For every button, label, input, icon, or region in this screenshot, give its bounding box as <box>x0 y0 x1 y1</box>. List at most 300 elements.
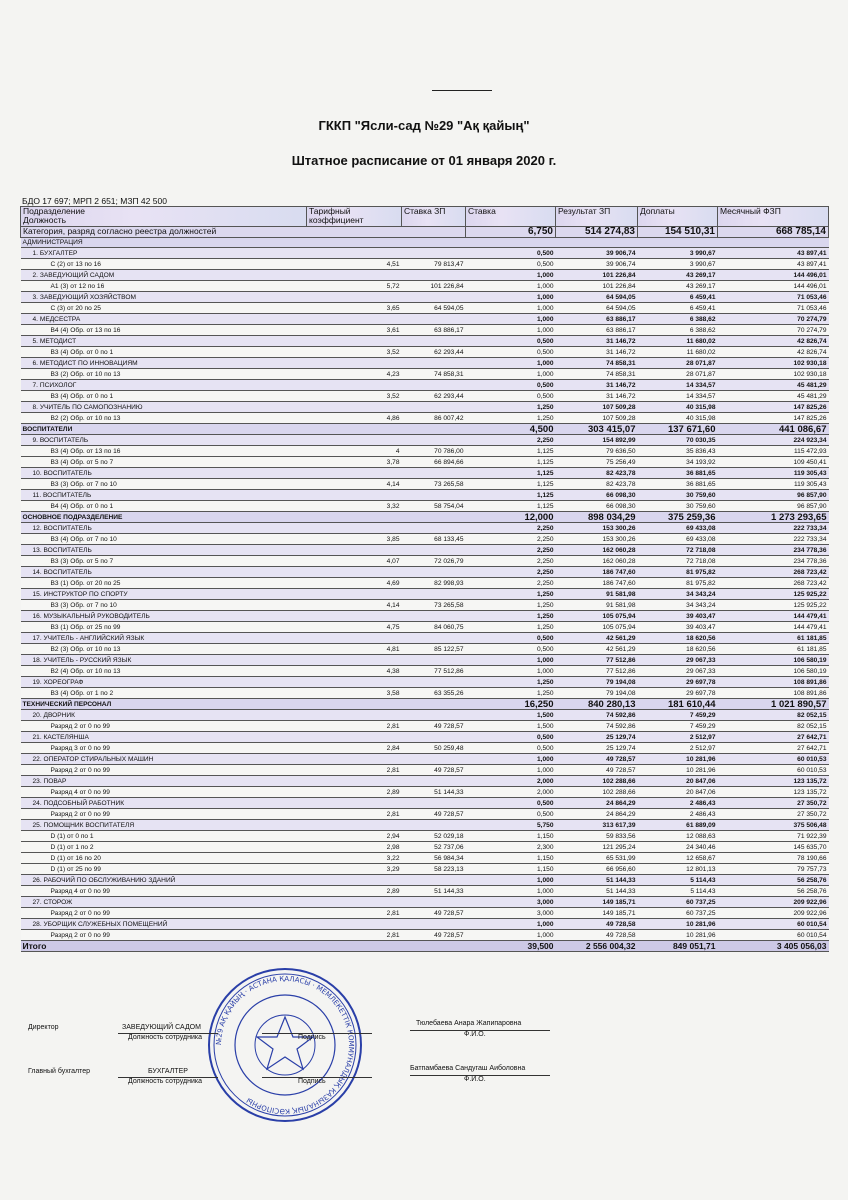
cell-coef <box>307 710 402 721</box>
cell-zp <box>402 545 466 556</box>
row-label: В3 (1) Обр. от 25 по 99 <box>21 622 307 633</box>
position-row <box>21 589 829 600</box>
grade-row <box>21 842 829 853</box>
position-row <box>21 358 829 369</box>
position-row <box>21 336 829 347</box>
cell-zp: 49 728,57 <box>402 765 466 776</box>
cell-res: 31 146,72 <box>556 347 638 358</box>
cell-zp <box>402 490 466 501</box>
row-label: Разряд 2 от 0 по 99 <box>21 809 307 820</box>
cell-res: 121 295,24 <box>556 842 638 853</box>
cell-zp <box>402 336 466 347</box>
grade-row <box>21 534 829 545</box>
cell-coef <box>307 677 402 688</box>
cell-coef: 4,14 <box>307 479 402 490</box>
cell-rate: 0,500 <box>466 809 556 820</box>
cell-res: 79 636,50 <box>556 446 638 457</box>
cell-coef: 4,69 <box>307 578 402 589</box>
cell-rate: 2,250 <box>466 578 556 589</box>
grade-row <box>21 688 829 699</box>
accountant-role: Главный бухгалтер <box>28 1068 90 1075</box>
cell-coef <box>307 732 402 743</box>
cell-coef: 2,81 <box>307 721 402 732</box>
cell-extra: 39 403,47 <box>638 611 718 622</box>
cell-fzp: 43 897,41 <box>718 248 829 259</box>
cell-zp <box>402 292 466 303</box>
cell-extra: 81 975,82 <box>638 578 718 589</box>
row-label: 4. МЕДСЕСТРА <box>21 314 307 325</box>
cell-coef: 4,51 <box>307 259 402 270</box>
director-sign-caption: Подпись <box>298 1034 326 1041</box>
cell-coef <box>307 380 402 391</box>
cell-fzp: 1 021 890,57 <box>718 699 829 710</box>
cell-fzp: 61 181,85 <box>718 644 829 655</box>
cell-coef <box>307 655 402 666</box>
cell-coef: 3,58 <box>307 688 402 699</box>
cell-coef <box>307 512 402 523</box>
row-label: 17. УЧИТЕЛЬ - АНГЛИЙСКИЙ ЯЗЫК <box>21 633 307 644</box>
grade-row <box>21 281 829 292</box>
cell-extra: 28 071,87 <box>638 358 718 369</box>
cell-res: 82 423,78 <box>556 468 638 479</box>
cell-rate: 1,125 <box>466 479 556 490</box>
cell-extra: 6 388,62 <box>638 314 718 325</box>
cell-fzp: 147 825,26 <box>718 413 829 424</box>
director-name: Тюлебаева Анара Жапипаровна <box>416 1020 522 1027</box>
cell-res: 49 728,58 <box>556 930 638 941</box>
cell-zp: 63 886,17 <box>402 325 466 336</box>
table-header-row <box>21 207 829 227</box>
position-row <box>21 380 829 391</box>
cell-res: 79 194,08 <box>556 677 638 688</box>
position-row <box>21 754 829 765</box>
cell-extra: 30 759,60 <box>638 501 718 512</box>
header-subdivision: Подразделение Должность <box>21 207 307 227</box>
cell-extra: 10 281,96 <box>638 765 718 776</box>
row-label: D (1) от 1 по 2 <box>21 842 307 853</box>
cell-coef: 3,32 <box>307 501 402 512</box>
cell-coef <box>307 919 402 930</box>
position-row <box>21 292 829 303</box>
document-subtitle: Штатное расписание от 01 января 2020 г. <box>291 153 557 168</box>
row-label: В3 (4) Обр. от 1 по 2 <box>21 688 307 699</box>
cell-extra: 72 718,08 <box>638 556 718 567</box>
grade-row <box>21 303 829 314</box>
cell-rate: 2,250 <box>466 556 556 567</box>
cell-zp: 51 144,33 <box>402 787 466 798</box>
cell-extra: 5 114,43 <box>638 875 718 886</box>
cell-fzp: 234 778,36 <box>718 556 829 567</box>
cell-extra: 10 281,96 <box>638 930 718 941</box>
cell-zp <box>402 589 466 600</box>
row-label: В4 (4) Обр. от 13 по 16 <box>21 325 307 336</box>
position-row <box>21 468 829 479</box>
first-group-fzp: 668 785,14 <box>718 226 829 237</box>
accountant-position: БУХГАЛТЕР <box>148 1068 188 1075</box>
cell-coef <box>307 292 402 303</box>
cell-fzp: 71 053,46 <box>718 292 829 303</box>
cell-zp <box>402 633 466 644</box>
cell-zp <box>402 776 466 787</box>
cell-coef <box>307 435 402 446</box>
cell-coef: 2,81 <box>307 930 402 941</box>
cell-res: 31 146,72 <box>556 336 638 347</box>
row-label: ТЕХНИЧЕСКИЙ ПЕРСОНАЛ <box>21 699 307 710</box>
cell-rate: 0,500 <box>466 259 556 270</box>
cell-res: 77 512,86 <box>556 666 638 677</box>
row-label: 12. ВОСПИТАТЕЛЬ <box>21 523 307 534</box>
cell-fzp: 45 481,29 <box>718 391 829 402</box>
cell-rate: 1,000 <box>466 919 556 930</box>
cell-zp: 68 133,45 <box>402 534 466 545</box>
cell-res: 149 185,71 <box>556 897 638 908</box>
grade-row <box>21 446 829 457</box>
cell-extra: 34 343,24 <box>638 600 718 611</box>
cell-fzp: 441 086,67 <box>718 424 829 435</box>
header-category: Категория, разряд согласно реестра должностей <box>21 226 466 237</box>
cell-res: 105 075,94 <box>556 622 638 633</box>
cell-extra: 43 269,17 <box>638 270 718 281</box>
position-row <box>21 633 829 644</box>
cell-extra: 7 459,29 <box>638 721 718 732</box>
cell-res: 63 886,17 <box>556 314 638 325</box>
cell-fzp: 56 258,76 <box>718 875 829 886</box>
cell-rate: 5,750 <box>466 820 556 831</box>
row-label: В2 (3) Обр. от 10 по 13 <box>21 644 307 655</box>
cell-fzp: 268 723,42 <box>718 578 829 589</box>
row-label: 11. ВОСПИТАТЕЛЬ <box>21 490 307 501</box>
cell-fzp: 60 010,53 <box>718 754 829 765</box>
cell-extra: 3 990,67 <box>638 248 718 259</box>
cell-fzp: 375 506,48 <box>718 820 829 831</box>
cell-extra: 36 881,65 <box>638 468 718 479</box>
cell-rate: 1,250 <box>466 589 556 600</box>
group-row <box>21 699 829 710</box>
cell-res: 51 144,33 <box>556 875 638 886</box>
cell-rate: 1,000 <box>466 754 556 765</box>
cell-extra: 70 030,35 <box>638 435 718 446</box>
cell-fzp: 234 778,36 <box>718 545 829 556</box>
total-rate: 39,500 <box>466 941 556 952</box>
cell-fzp: 119 305,43 <box>718 479 829 490</box>
group-row-administration <box>21 237 829 247</box>
cell-res: 101 226,84 <box>556 270 638 281</box>
first-group-result: 514 274,83 <box>556 226 638 237</box>
cell-zp: 63 355,26 <box>402 688 466 699</box>
position-row <box>21 897 829 908</box>
row-label: Разряд 2 от 0 по 99 <box>21 930 307 941</box>
cell-coef <box>307 875 402 886</box>
row-label: В3 (3) Обр. от 5 по 7 <box>21 556 307 567</box>
grade-row <box>21 622 829 633</box>
cell-fzp: 119 305,43 <box>718 468 829 479</box>
cell-zp <box>402 402 466 413</box>
cell-zp: 49 728,57 <box>402 930 466 941</box>
header-tariff-coef: Тарифный коэффициент <box>307 207 402 227</box>
cell-rate: 1,150 <box>466 864 556 875</box>
cell-res: 42 561,29 <box>556 644 638 655</box>
cell-zp: 49 728,57 <box>402 721 466 732</box>
cell-rate: 1,500 <box>466 710 556 721</box>
cell-rate: 0,500 <box>466 248 556 259</box>
position-row <box>21 435 829 446</box>
row-label: 14. ВОСПИТАТЕЛЬ <box>21 567 307 578</box>
cell-fzp: 82 052,15 <box>718 721 829 732</box>
position-row <box>21 314 829 325</box>
cell-coef: 2,89 <box>307 787 402 798</box>
cell-extra: 29 697,78 <box>638 677 718 688</box>
bdo-line: БДО 17 697; МРП 2 651; МЗП 42 500 <box>22 196 167 206</box>
cell-res: 162 060,28 <box>556 556 638 567</box>
cell-extra: 10 281,96 <box>638 754 718 765</box>
cell-res: 74 592,86 <box>556 721 638 732</box>
cell-fzp: 71 922,39 <box>718 831 829 842</box>
cell-rate: 2,250 <box>466 523 556 534</box>
cell-extra: 137 671,60 <box>638 424 718 435</box>
cell-rate: 1,000 <box>466 314 556 325</box>
cell-zp: 49 728,57 <box>402 809 466 820</box>
row-label: 26. РАБОЧИЙ ПО ОБСЛУЖИВАНИЮ ЗДАНИЙ <box>21 875 307 886</box>
cell-extra: 29 067,33 <box>638 655 718 666</box>
cell-res: 840 280,13 <box>556 699 638 710</box>
cell-extra: 11 680,02 <box>638 347 718 358</box>
cell-res: 39 906,74 <box>556 259 638 270</box>
grade-row <box>21 556 829 567</box>
cell-fzp: 145 635,70 <box>718 842 829 853</box>
grade-row <box>21 369 829 380</box>
row-label: 2. ЗАВЕДУЮЩИЙ САДОМ <box>21 270 307 281</box>
grade-row <box>21 831 829 842</box>
cell-extra: 6 459,41 <box>638 292 718 303</box>
cell-res: 898 034,29 <box>556 512 638 523</box>
cell-fzp: 125 925,22 <box>718 589 829 600</box>
cell-fzp: 60 010,54 <box>718 919 829 930</box>
cell-res: 77 512,86 <box>556 655 638 666</box>
cell-rate: 0,500 <box>466 732 556 743</box>
cell-res: 186 747,60 <box>556 578 638 589</box>
cell-res: 102 288,66 <box>556 776 638 787</box>
cell-fzp: 102 930,18 <box>718 369 829 380</box>
row-label: С (2) от 13 по 16 <box>21 259 307 270</box>
cell-zp <box>402 248 466 259</box>
cell-res: 149 185,71 <box>556 908 638 919</box>
cell-rate: 0,500 <box>466 391 556 402</box>
cell-fzp: 42 826,74 <box>718 336 829 347</box>
grade-row <box>21 578 829 589</box>
row-label: ОСНОВНОЕ ПОДРАЗДЕЛЕНИЕ <box>21 512 307 523</box>
cell-zp: 73 265,58 <box>402 479 466 490</box>
row-label: 15. ИНСТРУКТОР ПО СПОРТУ <box>21 589 307 600</box>
cell-zp <box>402 820 466 831</box>
cell-fzp: 70 274,79 <box>718 314 829 325</box>
cell-rate: 1,000 <box>466 369 556 380</box>
total-label: Итого <box>21 941 307 952</box>
cell-extra: 18 620,56 <box>638 633 718 644</box>
cell-zp <box>402 523 466 534</box>
cell-extra: 40 315,98 <box>638 402 718 413</box>
cell-res: 82 423,78 <box>556 479 638 490</box>
row-label: В3 (2) Обр. от 10 по 13 <box>21 369 307 380</box>
cell-coef: 2,81 <box>307 765 402 776</box>
position-row <box>21 776 829 787</box>
cell-res: 74 858,31 <box>556 358 638 369</box>
cell-extra: 12 088,63 <box>638 831 718 842</box>
cell-zp <box>402 699 466 710</box>
cell-zp: 74 858,31 <box>402 369 466 380</box>
row-label: 10. ВОСПИТАТЕЛЬ <box>21 468 307 479</box>
cell-extra: 2 512,97 <box>638 743 718 754</box>
grade-row <box>21 853 829 864</box>
grade-row <box>21 787 829 798</box>
cell-coef: 3,52 <box>307 391 402 402</box>
row-label: В3 (4) Обр. от 0 по 1 <box>21 347 307 358</box>
cell-rate: 1,000 <box>466 292 556 303</box>
row-label: 24. ПОДСОБНЫЙ РАБОТНИК <box>21 798 307 809</box>
cell-fzp: 268 723,42 <box>718 567 829 578</box>
cell-res: 51 144,33 <box>556 886 638 897</box>
row-label: 23. ПОВАР <box>21 776 307 787</box>
cell-zp <box>402 919 466 930</box>
grade-row <box>21 765 829 776</box>
cell-res: 186 747,60 <box>556 567 638 578</box>
position-row <box>21 611 829 622</box>
cell-rate: 2,250 <box>466 545 556 556</box>
cell-rate: 1,250 <box>466 600 556 611</box>
row-label: 28. УБОРЩИК СЛУЖЕБНЫХ ПОМЕЩЕНИЙ <box>21 919 307 930</box>
cell-fzp: 82 052,15 <box>718 710 829 721</box>
cell-extra: 29 697,78 <box>638 688 718 699</box>
cell-rate: 1,125 <box>466 501 556 512</box>
row-label: В3 (1) Обр. от 20 по 25 <box>21 578 307 589</box>
official-stamp <box>205 965 365 1125</box>
cell-zp: 79 813,47 <box>402 259 466 270</box>
cell-coef <box>307 248 402 259</box>
grade-row <box>21 644 829 655</box>
row-label: 3. ЗАВЕДУЮЩИЙ ХОЗЯЙСТВОМ <box>21 292 307 303</box>
cell-rate: 1,250 <box>466 402 556 413</box>
cell-rate: 1,000 <box>466 930 556 941</box>
cell-coef <box>307 699 402 710</box>
cell-res: 91 581,98 <box>556 600 638 611</box>
cell-coef <box>307 754 402 765</box>
cell-extra: 181 610,44 <box>638 699 718 710</box>
cell-extra: 11 680,02 <box>638 336 718 347</box>
row-label: 8. УЧИТЕЛЬ ПО САМОПОЗНАНИЮ <box>21 402 307 413</box>
cell-coef <box>307 545 402 556</box>
cell-fzp: 27 642,71 <box>718 732 829 743</box>
cell-extra: 72 718,08 <box>638 545 718 556</box>
group-label: АДМИНИСТРАЦИЯ <box>21 237 829 247</box>
row-label: В4 (4) Обр. от 0 по 1 <box>21 501 307 512</box>
row-label: 27. СТОРОЖ <box>21 897 307 908</box>
cell-fzp: 109 450,41 <box>718 457 829 468</box>
cell-coef <box>307 633 402 644</box>
cell-fzp: 147 825,26 <box>718 402 829 413</box>
cell-zp <box>402 710 466 721</box>
cell-fzp: 70 274,79 <box>718 325 829 336</box>
row-label: В3 (4) Обр. от 13 по 16 <box>21 446 307 457</box>
cell-zp: 51 144,33 <box>402 886 466 897</box>
cell-extra: 81 975,82 <box>638 567 718 578</box>
cell-res: 25 129,74 <box>556 743 638 754</box>
cell-rate: 4,500 <box>466 424 556 435</box>
position-row <box>21 545 829 556</box>
cell-zp <box>402 424 466 435</box>
first-group-extra: 154 510,31 <box>638 226 718 237</box>
cell-res: 31 146,72 <box>556 391 638 402</box>
position-row <box>21 732 829 743</box>
cell-extra: 39 403,47 <box>638 622 718 633</box>
director-role: Директор <box>28 1024 59 1031</box>
cell-coef: 2,81 <box>307 908 402 919</box>
cell-res: 74 592,86 <box>556 710 638 721</box>
row-label: 25. ПОМОЩНИК ВОСПИТАТЕЛЯ <box>21 820 307 831</box>
grade-row <box>21 259 829 270</box>
cell-res: 66 098,30 <box>556 490 638 501</box>
cell-res: 101 226,84 <box>556 281 638 292</box>
cell-zp: 64 594,05 <box>402 303 466 314</box>
row-label: D (1) от 16 по 20 <box>21 853 307 864</box>
cell-fzp: 102 930,18 <box>718 358 829 369</box>
cell-coef <box>307 358 402 369</box>
cell-coef <box>307 336 402 347</box>
row-label: Разряд 2 от 0 по 99 <box>21 765 307 776</box>
cell-res: 303 415,07 <box>556 424 638 435</box>
cell-rate: 1,125 <box>466 457 556 468</box>
cell-coef <box>307 523 402 534</box>
cell-fzp: 61 181,85 <box>718 633 829 644</box>
position-row <box>21 523 829 534</box>
director-position: ЗАВЕДУЮЩИЙ САДОМ <box>122 1024 201 1031</box>
cell-zp <box>402 512 466 523</box>
grade-row <box>21 457 829 468</box>
cell-coef <box>307 424 402 435</box>
cell-zp <box>402 270 466 281</box>
cell-coef <box>307 567 402 578</box>
cell-res: 25 129,74 <box>556 732 638 743</box>
cell-extra: 7 459,29 <box>638 710 718 721</box>
position-row <box>21 798 829 809</box>
grade-row <box>21 908 829 919</box>
cell-coef: 4,14 <box>307 600 402 611</box>
cell-res: 49 728,57 <box>556 754 638 765</box>
cell-rate: 1,000 <box>466 875 556 886</box>
cell-coef: 4,81 <box>307 644 402 655</box>
cell-extra: 69 433,08 <box>638 523 718 534</box>
row-label: В3 (3) Обр. от 7 по 10 <box>21 600 307 611</box>
header-extra-pay: Доплаты <box>638 207 718 227</box>
cell-fzp: 222 733,34 <box>718 523 829 534</box>
cell-extra: 69 433,08 <box>638 534 718 545</box>
row-label: 1. БУХГАЛТЕР <box>21 248 307 259</box>
row-label: 21. КАСТЕЛЯНША <box>21 732 307 743</box>
accountant-name: Батпамбаева Сандугаш Аиболовна <box>410 1065 526 1072</box>
cell-zp <box>402 468 466 479</box>
cell-coef: 4,23 <box>307 369 402 380</box>
cell-res: 107 509,28 <box>556 402 638 413</box>
cell-rate: 0,500 <box>466 336 556 347</box>
cell-extra: 24 340,46 <box>638 842 718 853</box>
cell-fzp: 27 350,72 <box>718 798 829 809</box>
cell-rate: 0,500 <box>466 644 556 655</box>
cell-rate: 1,500 <box>466 721 556 732</box>
cell-rate: 0,500 <box>466 743 556 754</box>
row-label: 16. МУЗЫКАЛЬНЫЙ РУКОВОДИТЕЛЬ <box>21 611 307 622</box>
cell-coef: 3,78 <box>307 457 402 468</box>
cell-fzp: 78 190,66 <box>718 853 829 864</box>
row-label: 5. МЕТОДИСТ <box>21 336 307 347</box>
cell-rate: 2,000 <box>466 787 556 798</box>
